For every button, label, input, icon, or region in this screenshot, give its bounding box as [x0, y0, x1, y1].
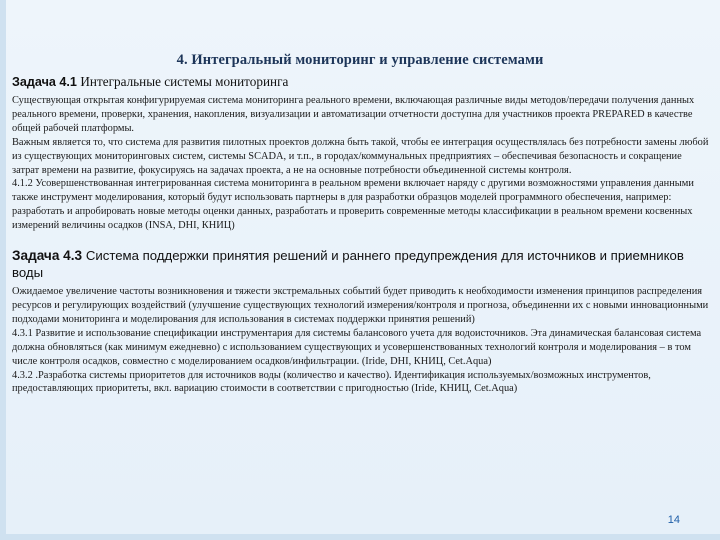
task-4-3-heading [12, 247, 710, 281]
slide-content [12, 74, 710, 396]
slide-title: 4. Интегральный мониторинг и управление системами [176, 52, 544, 68]
task-4-3-paragraph: Ожидаемое увеличение частоты возникновения и тяжести экстремальных событий будет приводить к необходимости изменения принципов распределения ресурсов и регулирующих воздействий (улучшение существующих технологий измерения/контроля и прогноза, объединенни их с новыми инновационными подходами мониторинга и моделирования для использования в системах поддержки принятия решений) [12, 286, 709, 325]
slide-frame-left [0, 0, 6, 540]
task-4-3-number: Задача 4.3 [12, 248, 83, 264]
task-4-3-paragraph: 4.3.2 .Разработка системы приоритетов для источников воды (количество и качество). Идентификация используемых/возможных инструментов, предоставляющих приоритеты, вкл. вариацию стоимости в соответствии с пригодностью (Iride, КНИЦ, Cet.Aqua) [12, 369, 651, 395]
task-4-1-number: Задача 4.1 [12, 75, 77, 89]
task-4-1-paragraph: Существующая открытая конфигурируемая система мониторинга реального времени, включающая различные виды методов/передачи получения данных реального времени, проверки, хранения, накопления, визуализации и автоматизации отчетности доступна для участников проекта PREPARED в качестве общей рабочей платформы. [12, 95, 695, 134]
section-spacer [12, 233, 710, 247]
page-number: 14 [667, 514, 680, 526]
task-4-3-body [12, 285, 710, 396]
slide-frame-bottom [0, 534, 720, 540]
task-4-3-paragraph: 4.3.1 Развитие и использование спецификации инструментария для системы балансового учета для водоисточников. Эта динамическая балансовая система должна обновляться (как минимум ежедневно) с использованием существующих и усовершенствованных технологий контроля и моделирования – в том числе контроля осадков, совместно с моделированием осадков/инфильтрации. (Iride, DHI, КНИЦ, Cet.Aqua) [12, 327, 702, 367]
task-4-1-heading [12, 74, 710, 90]
task-4-1-title: Интегральные системы мониторинга [80, 74, 289, 89]
task-4-1-body [12, 94, 710, 233]
task-4-1-paragraph: 4.1.2 Усовершенствованная интегрированная система мониторинга в реальном времени включает наряду с другими возможностями управления данными также инструмент моделирования, который будут использовать партнеры в для разработки образцов моделей программного обеспечения, например: разработать и апробировать новые методы оценки данных, разработать и проверить современные методы классификации в реальном времени косвенных измерений величины осадков (INSA, DHI, КНИЦ) [12, 178, 694, 232]
task-4-1-paragraph: Важным является то, что система для развития пилотных проектов должна быть такой, чтобы ее интеграция осуществлялась без потребности замены любой из существующих мониторинговых систем, системы SCADA, и т.п., в городах/коммунальных предприятиях – обеспечивая безопасность и сокращение затрат времени на развитие, фокусируясь на задачах проекта, а не на основные потребности объединенной системы контроля. [12, 136, 709, 176]
task-4-3-title: Система поддержки принятия решений и раннего предупреждения для источников и приемников воды [12, 248, 684, 281]
